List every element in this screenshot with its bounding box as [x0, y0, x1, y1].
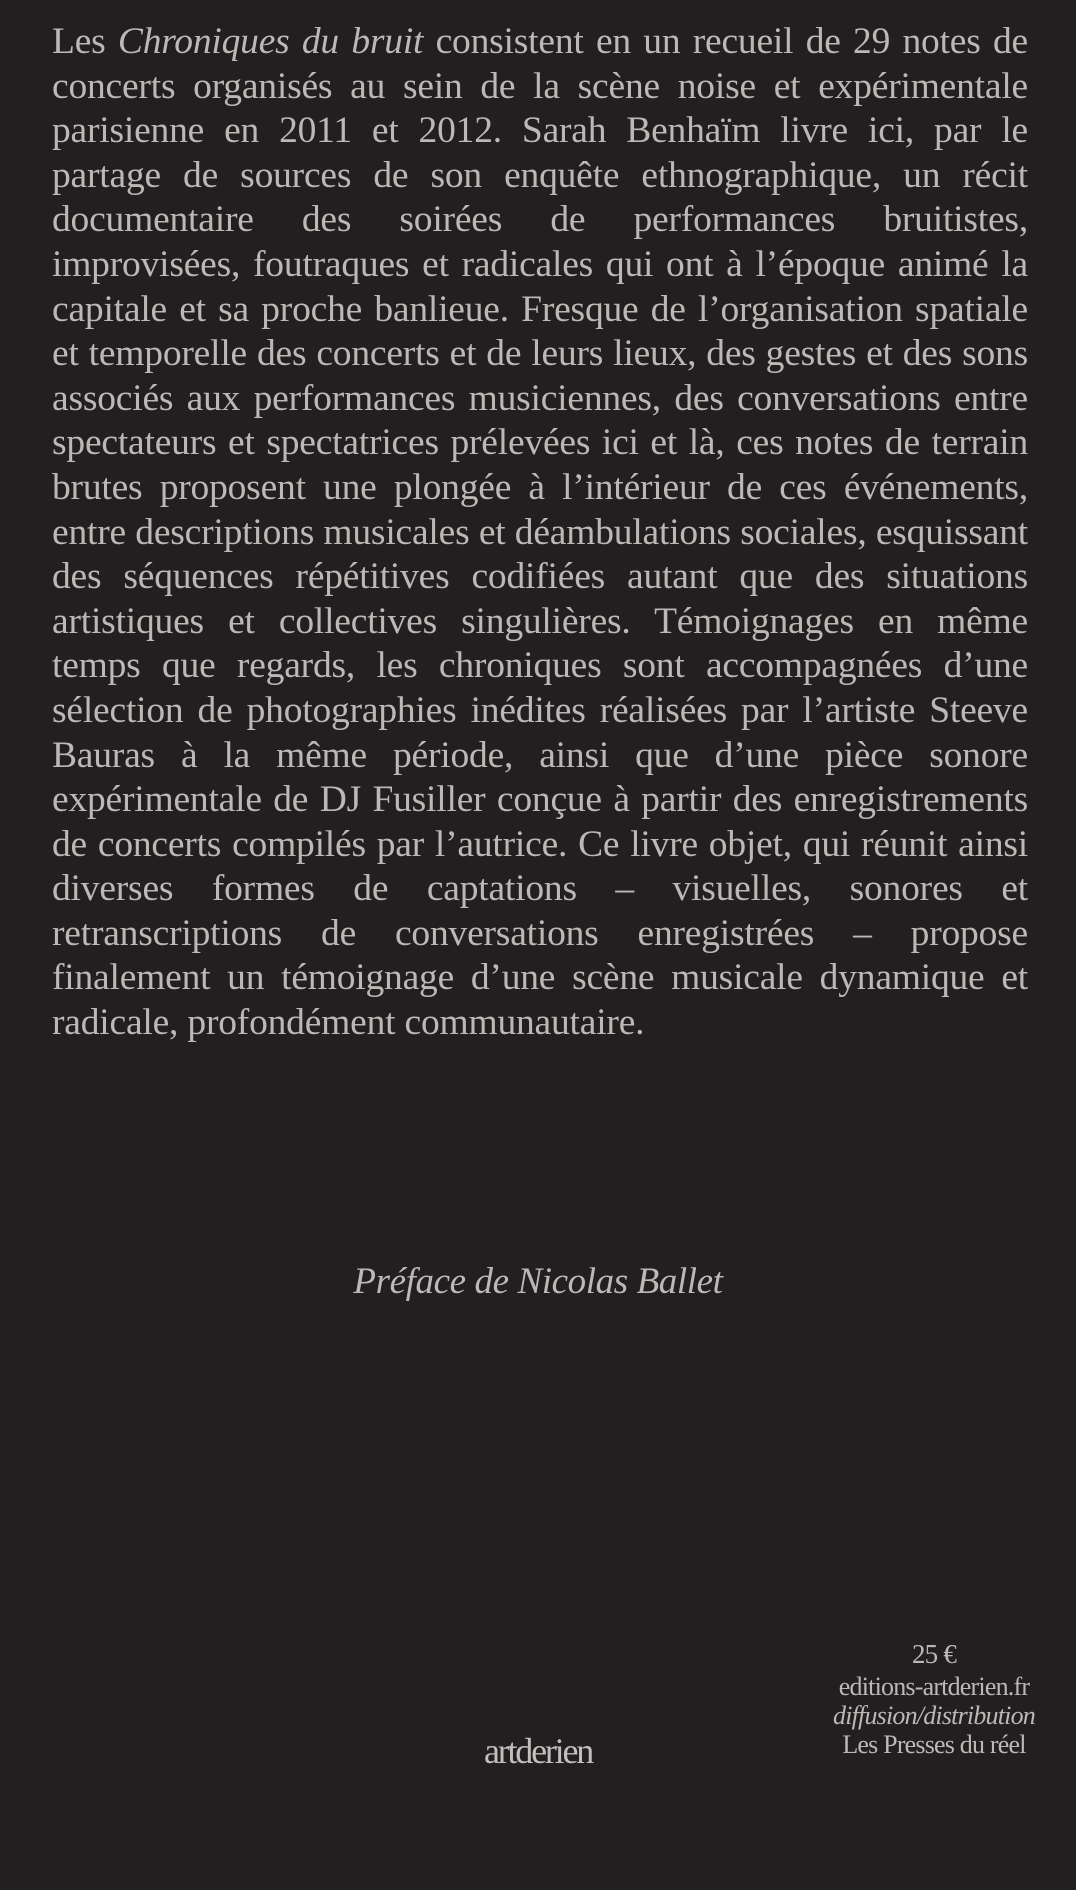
blurb-paragraph [52, 20, 1028, 1046]
publisher-website: editions-artderien.fr [838, 1672, 1030, 1701]
preface-credit: Préface de Nicolas Ballet [353, 1261, 723, 1302]
blurb-intro: Les [52, 21, 118, 62]
book-title: Chroniques du bruit [117, 21, 424, 62]
blurb-body: consistent en un recueil de 29 notes de concerts organisés au sein de la scène noise et expérimentale parisienne en 2011 et 2012. Sarah Benhaïm livre ici, par le partage de sources de son enquête ethnographique, un récit documentaire des soirées de performances bruitistes, improvisées, foutraques et radicales qui ont à l’époque animé la capitale et sa proche banlieue. Fresque de l’organisation spatiale et temporelle des concerts et de leurs lieux, des gestes et des sons associés aux performances musiciennes, des conversations entre spectateurs et spectatrices prélevées ici et là, ces notes de terrain brutes proposent une plongée à l’intérieur de ces événements, entre descriptions musicales et déambulations sociales, esquissant des séquences répétitives codifiées autant que des situations artistiques et collectives singulières. Témoignages en même temps que regards, les chroniques sont accompagnées d’une sélection de photographies inédites réalisées par l’artiste Steeve Bauras à la même période, ainsi que d’une pièce sonore expérimentale de DJ Fusiller conçue à partir des enregistrements de concerts compilés par l’autrice. Ce livre objet, qui réunit ainsi diverses formes de captations – visuelles, sonores et retranscriptions de conversations enregistrées – propose finalement un témoignage d’une scène musicale dynamique et radicale, profondément communautaire. [52, 21, 1028, 1044]
imprint-block [820, 1636, 1048, 1759]
diffusion-label: diffusion/distribution [833, 1701, 1035, 1730]
publisher-logo: artderien [483, 1731, 593, 1771]
distributor-name: Les Presses du réel [842, 1730, 1026, 1759]
price: 25 € [911, 1639, 957, 1669]
